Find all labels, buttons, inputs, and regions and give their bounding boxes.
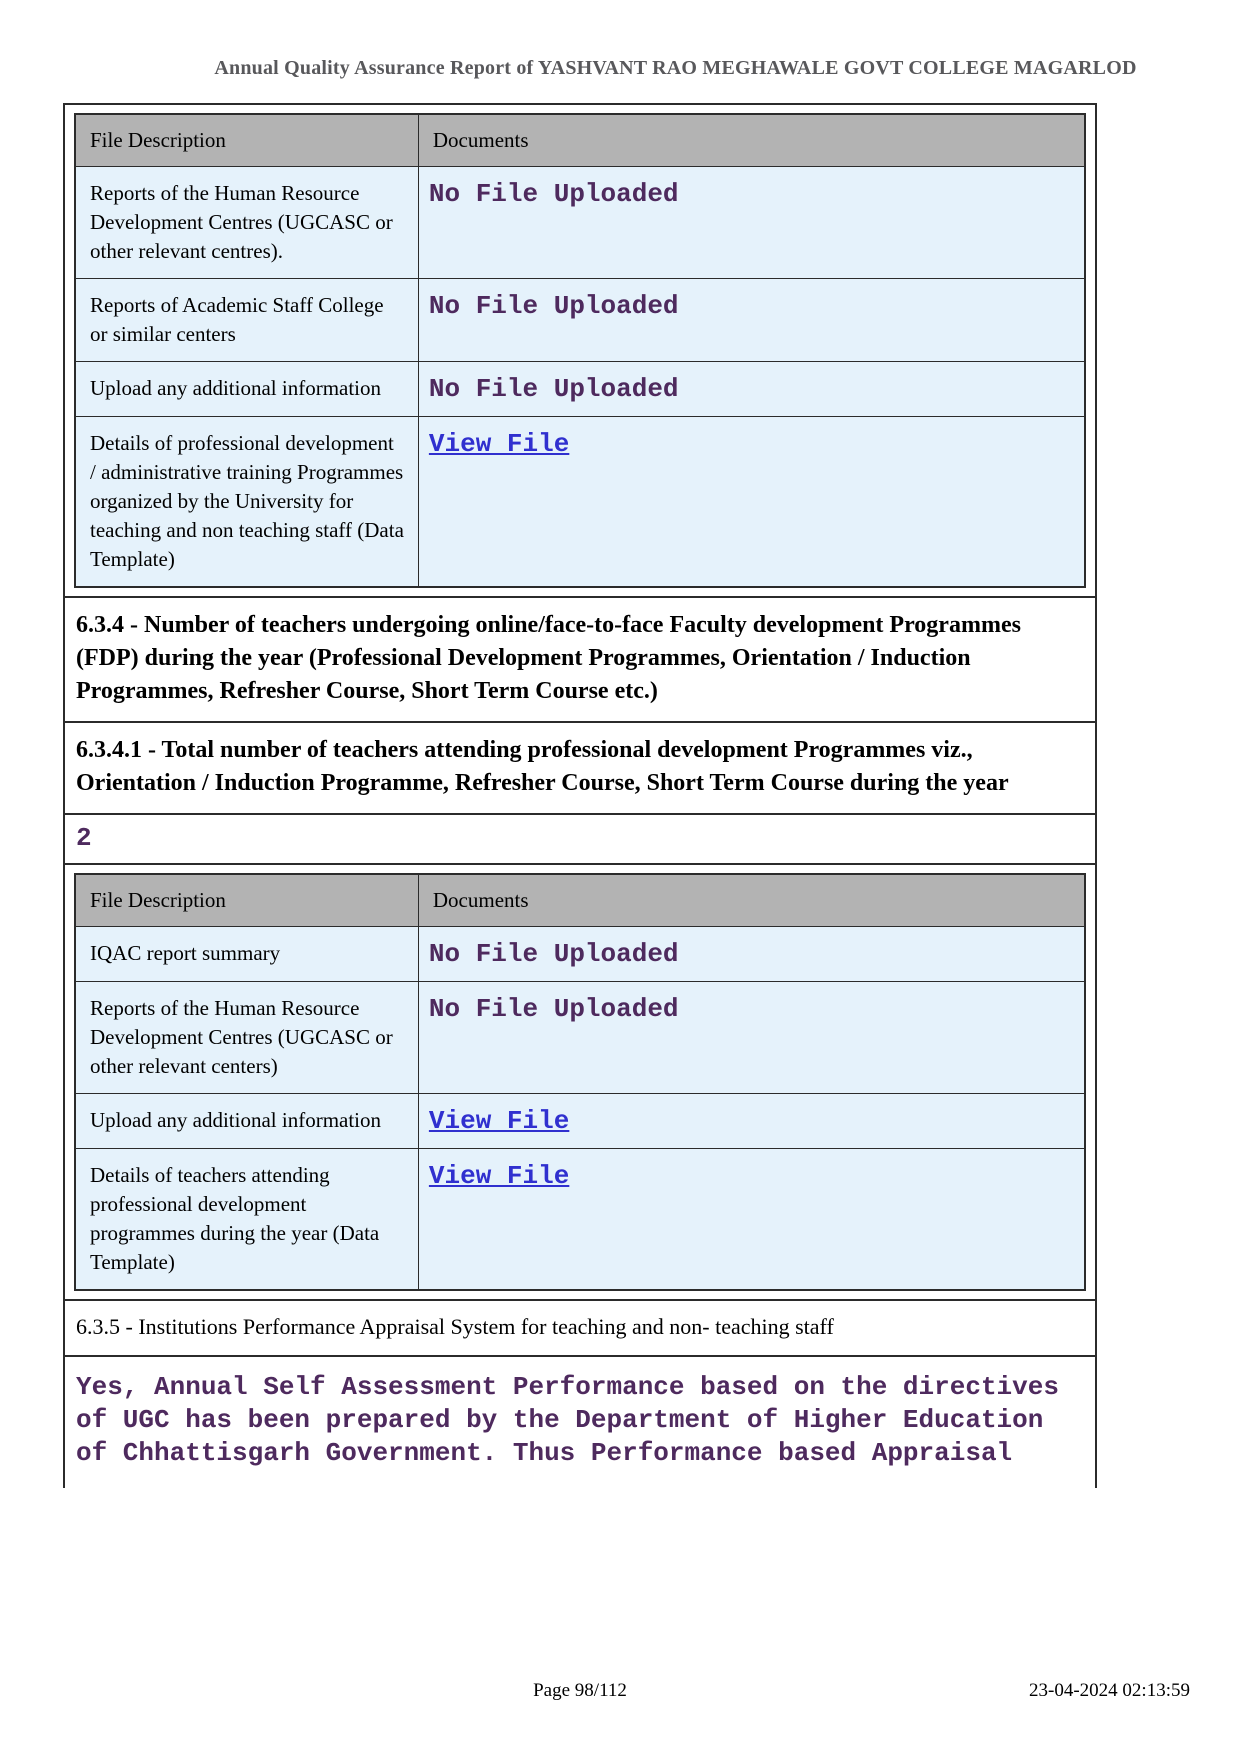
section-upload-table-1 <box>65 105 1095 598</box>
file-description-cell: Reports of the Human Resource Development Centres (UGCASC or other relevant centers) <box>75 982 418 1094</box>
documents-cell <box>418 927 1085 982</box>
file-description-cell: Upload any additional information <box>75 362 418 417</box>
view-file-link[interactable]: View File <box>428 429 570 459</box>
appraisal-answer-text: Yes, Annual Self Assessment Performance based on the directives of UGC has been prepared by the Department of Higher Education of Chhattisgarh Government. Thus Performance based Appraisal <box>76 1372 1059 1468</box>
table-header-row <box>75 874 1085 927</box>
no-file-uploaded-text: No File Uploaded <box>428 994 679 1024</box>
column-header-documents: Documents <box>418 114 1085 167</box>
documents-cell <box>418 1094 1085 1149</box>
file-description-cell: Upload any additional information <box>75 1094 418 1149</box>
table-row <box>75 362 1085 417</box>
file-description-cell: Details of teachers attending professional development programmes during the year (Data Template) <box>75 1149 418 1291</box>
table-header-row <box>75 114 1085 167</box>
report-body <box>63 103 1097 1488</box>
column-header-file-description: File Description <box>75 114 418 167</box>
no-file-uploaded-text: No File Uploaded <box>428 179 679 209</box>
no-file-uploaded-text: No File Uploaded <box>428 374 679 404</box>
view-file-link[interactable]: View File <box>428 1161 570 1191</box>
column-header-documents: Documents <box>418 874 1085 927</box>
table-row <box>75 417 1085 588</box>
table-row <box>75 982 1085 1094</box>
section-heading-text: 6.3.5 - Institutions Performance Appraisal System for teaching and non- teaching staff <box>76 1314 834 1339</box>
table-row <box>75 1149 1085 1291</box>
table-row <box>75 167 1085 279</box>
section-6-3-5-answer <box>65 1357 1095 1488</box>
documents-cell <box>418 362 1085 417</box>
section-6-3-5-heading <box>65 1301 1095 1357</box>
file-documents-table-2 <box>74 873 1086 1291</box>
page-number: Page 98/112 <box>533 1680 627 1701</box>
file-documents-table-1 <box>74 113 1086 588</box>
table-row <box>75 927 1085 982</box>
table-row <box>75 279 1085 362</box>
document-title: Annual Quality Assurance Report of YASHVANT RAO MEGHAWALE GOVT COLLEGE MAGARLOD <box>214 57 1137 79</box>
section-heading-text: 6.3.4 - Number of teachers undergoing online/face-to-face Faculty development Programmes (FDP) during the year (Professional Development Programmes, Orientation / Induction Programmes, Refresher Course, Short Term Course etc.) <box>76 612 1021 704</box>
documents-cell <box>418 1149 1085 1291</box>
timestamp: 23-04-2024 02:13:59 <box>1029 1680 1190 1701</box>
documents-cell <box>418 982 1085 1094</box>
documents-cell <box>418 167 1085 279</box>
teachers-count-value: 2 <box>76 823 92 853</box>
no-file-uploaded-text: No File Uploaded <box>428 291 679 321</box>
file-description-cell: Reports of Academic Staff College or similar centers <box>75 279 418 362</box>
no-file-uploaded-text: No File Uploaded <box>428 939 679 969</box>
documents-cell <box>418 417 1085 588</box>
section-upload-table-2 <box>65 865 1095 1301</box>
section-6-3-4-1-heading <box>65 723 1095 815</box>
section-6-3-4-heading <box>65 598 1095 723</box>
file-description-cell: Details of professional development / administrative training Programmes organized by the University for teaching and non teaching staff (Data Template) <box>75 417 418 588</box>
section-heading-text: 6.3.4.1 - Total number of teachers attending professional development Programmes viz., Orientation / Induction Programme, Refresher Course, Short Term Course during the year <box>76 737 1009 796</box>
file-description-cell: Reports of the Human Resource Development Centres (UGCASC or other relevant centres). <box>75 167 418 279</box>
view-file-link[interactable]: View File <box>428 1106 570 1136</box>
file-description-cell: IQAC report summary <box>75 927 418 982</box>
column-header-file-description: File Description <box>75 874 418 927</box>
section-6-3-4-1-value <box>65 815 1095 865</box>
table-row <box>75 1094 1085 1149</box>
documents-cell <box>418 279 1085 362</box>
